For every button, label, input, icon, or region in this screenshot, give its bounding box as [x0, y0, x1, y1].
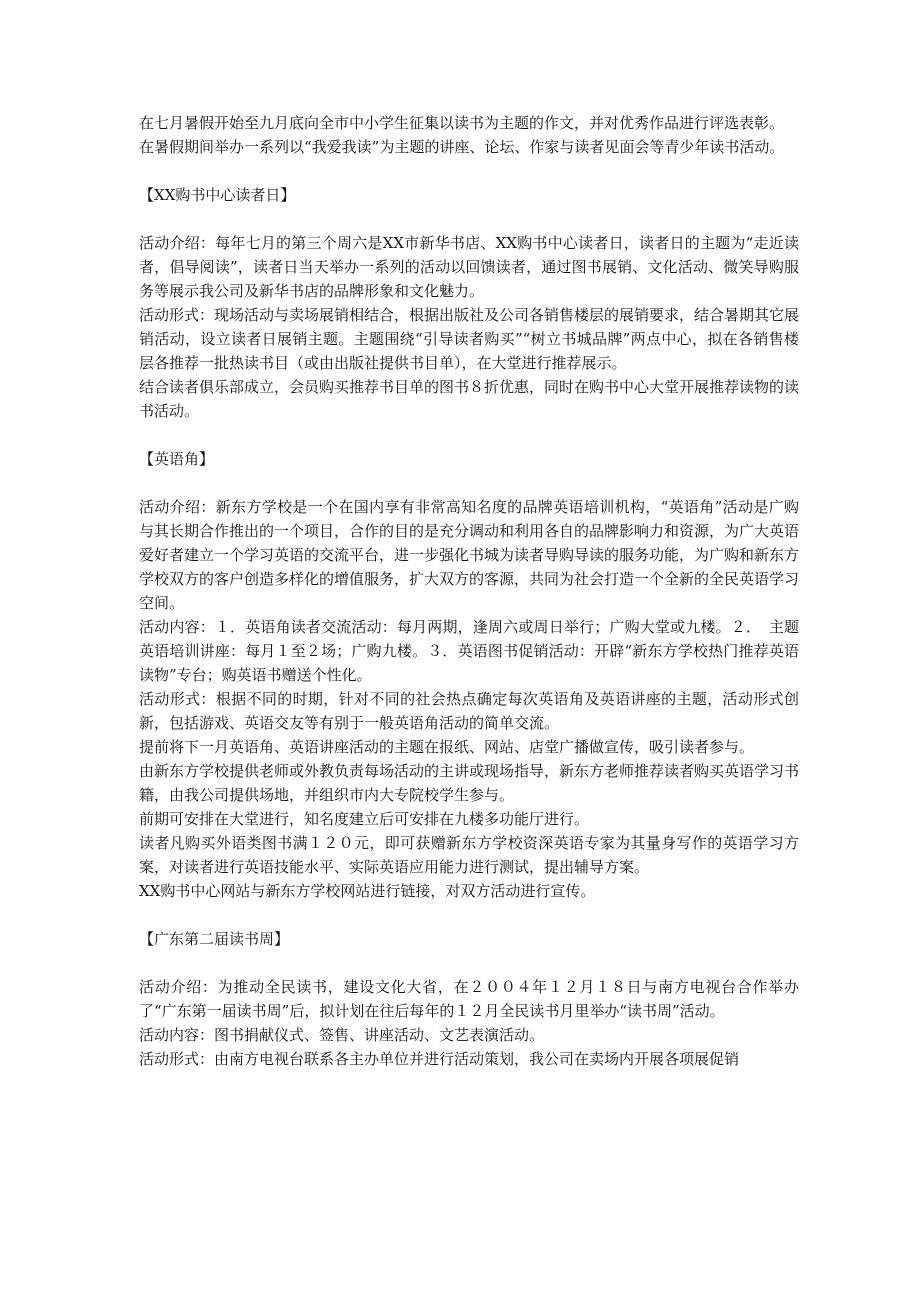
english-corner-intro: 活动介绍：新东方学校是一个在国内享有非常高知名度的品牌英语培训机构，“英语角”活动是广购与其长期合作推出的一个项目，合作的目的是充分调动和利用各自的品牌影响力和资源，为广大英语爱好者建立一个学习英语的交流平台，进一步强化书城为读者导购导读的服务功能，为广购和新东方学校双方的客户创造多样化的增值服务，扩大双方的客源，共同为社会打造一个全新的全民英语学习空间。: [139, 498, 800, 612]
document-body: [139, 111, 799, 1071]
blank-line: [139, 423, 799, 447]
intro-paragraph-1: 在七月暑假开始至九月底向全市中小学生征集以读书为主题的作文，并对优秀作品进行评选表彰。: [139, 114, 785, 132]
blank-line: [139, 207, 799, 231]
blank-line: [139, 903, 799, 927]
intro-paragraph-2: 在暑假期间举办一系列以“我爱我读”为主题的讲座、论坛、作家与读者见面会等青少年读书活动。: [139, 138, 785, 156]
reading-week-format: 活动形式：由南方电视台联系各主办单位并进行活动策划，我公司在卖场内开展各项展促销: [139, 1050, 740, 1068]
english-corner-content: 活动内容：１．英语角读者交流活动：每月两期，逢周六或周日举行；广购大堂或九楼。２． 主题英语培训讲座：每月１至２场；广购九楼。３．英语图书促销活动：开辟“新东方学校热门推荐英语读物”专台；购英语书赠送个性化。: [139, 618, 799, 684]
english-corner-teachers: 由新东方学校提供老师或外教负责每场活动的主讲或现场指导，新东方老师推荐读者购买英语学习书籍，由我公司提供场地，并组织市内大专院校学生参与。: [139, 762, 800, 804]
readers-day-format: 活动形式：现场活动与卖场展销相结合，根据出版社及公司各销售楼层的展销要求，结合暑期其它展销活动，设立读者日展销主题。主题围绕“引导读者购买”“树立书城品牌”两点中心，拟在各销售楼层各推荐一批热读书目（或由出版社提供书目单），在大堂进行推荐展示。: [139, 306, 800, 372]
blank-line: [139, 951, 799, 975]
english-corner-format: 活动形式：根据不同的时期，针对不同的社会热点确定每次英语角及英语讲座的主题，活动形式创新，包括游戏、英语交友等有别于一般英语角活动的简单交流。: [139, 690, 799, 732]
reading-week-content: 活动内容：图书捐献仪式、签售、讲座活动、文艺表演活动。: [139, 1026, 545, 1044]
blank-line: [139, 159, 799, 183]
english-corner-promo: 提前将下一月英语角、英语讲座活动的主题在报纸、网站、店堂广播做宣传，吸引读者参与。: [139, 738, 755, 756]
english-corner-gift: 读者凡购买外语类图书满１２０元，即可获赠新东方学校资深英语专家为其量身写作的英语学习方案，对读者进行英语技能水平、实际英语应用能力进行测试，提出辅导方案。: [139, 834, 799, 876]
reading-week-intro: 活动介绍：为推动全民读书，建设文化大省，在２００４年１２月１８日与南方电视台合作举办了“广东第一届读书周”后，拟计划在往后每年的１２月全民读书月里举办“读书周”活动。: [139, 978, 799, 1020]
section-heading-readers-day: 【XX购书中心读者日】: [139, 186, 296, 204]
section-heading-reading-week: 【广东第二届读书周】: [139, 930, 290, 948]
english-corner-website: XX购书中心网站与新东方学校网站进行链接，对双方活动进行宣传。: [139, 882, 596, 900]
readers-day-intro: 活动介绍：每年七月的第三个周六是XX市新华书店、XX购书中心读者日，读者日的主题为“走近读者，倡导阅读”，读者日当天举办一系列的活动以回馈读者，通过图书展销、文化活动、微笑导购服务等展示我公司及新华书店的品牌形象和文化魅力。: [139, 234, 799, 300]
readers-day-club: 结合读者俱乐部成立，会员购买推荐书目单的图书８折优惠，同时在购书中心大堂开展推荐读物的读书活动。: [139, 378, 800, 420]
blank-line: [139, 471, 799, 495]
english-corner-venue: 前期可安排在大堂进行，知名度建立后可安排在九楼多功能厅进行。: [139, 810, 590, 828]
section-heading-english-corner: 【英语角】: [139, 450, 215, 468]
